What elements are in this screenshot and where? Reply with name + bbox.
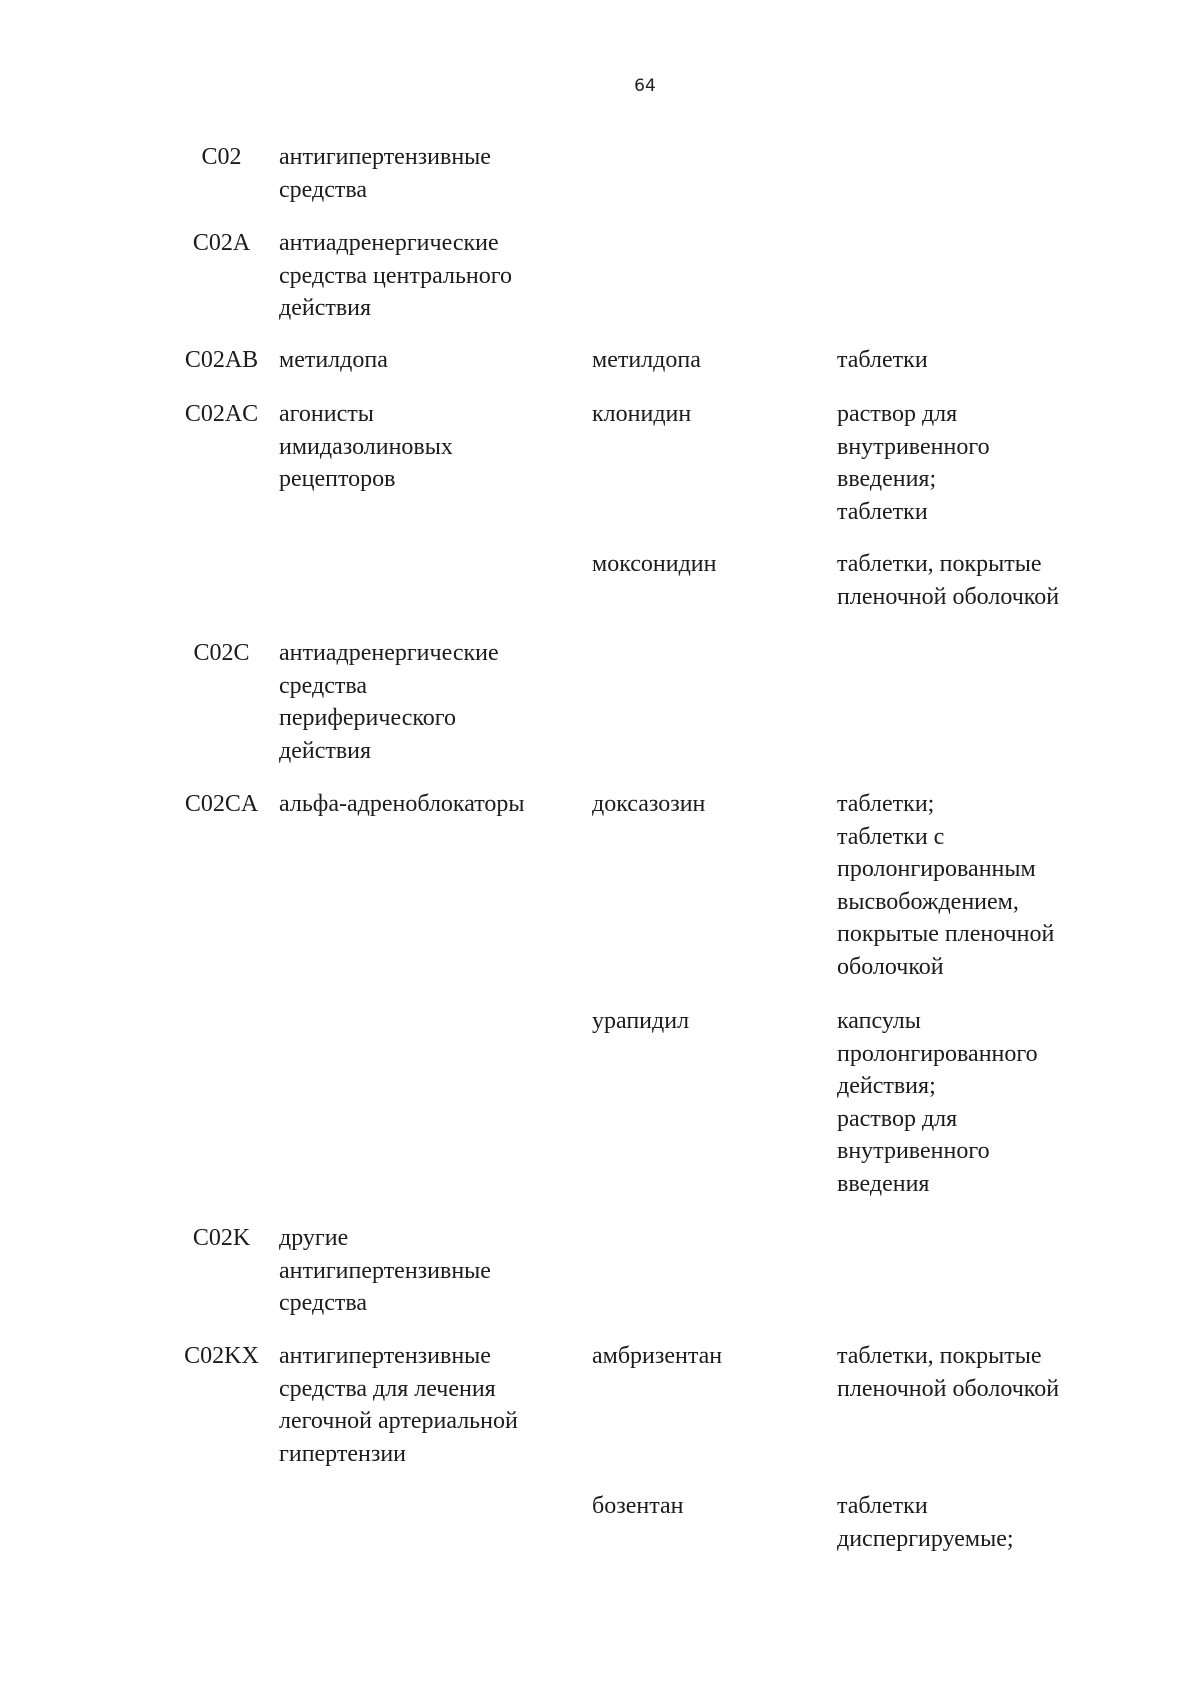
group-line: антигипертензивные	[279, 1343, 491, 1369]
pharmacological-group	[279, 1340, 579, 1470]
group-line: рецепторов	[279, 466, 396, 492]
drug-name: клонидин	[592, 401, 692, 427]
form-line: действия;	[837, 1073, 936, 1099]
dosage-form	[837, 344, 1177, 377]
form-line: таблетки	[837, 1493, 928, 1519]
form-line: введения;	[837, 466, 937, 492]
group-line: легочной артериальной	[279, 1408, 518, 1434]
group-line: средства	[279, 672, 368, 699]
atc-code: C02A	[192, 230, 251, 256]
group-line: действия	[279, 295, 372, 321]
group-line: альфа-адреноблокаторы	[279, 791, 525, 817]
atc-code: C02K	[192, 1225, 251, 1251]
atc-code: C02CA	[184, 791, 259, 817]
dosage-form	[837, 788, 1177, 983]
drug-name: амбризентан	[592, 1343, 723, 1369]
pharmacological-group	[279, 141, 579, 206]
form-line: пленочной оболочкой	[837, 1375, 1060, 1402]
form-line: таблетки, покрытые	[837, 551, 1042, 577]
group-line: имидазолиновых	[279, 433, 453, 460]
form-line: покрытые пленочной	[837, 921, 1055, 947]
pharmacological-group	[279, 398, 579, 496]
drug-name: метилдопа	[592, 347, 701, 373]
form-line: таблетки	[837, 347, 928, 373]
group-line: средства	[279, 176, 368, 203]
form-line: таблетки, покрытые	[837, 1343, 1042, 1369]
form-line: оболочкой	[837, 953, 944, 980]
form-line: диспергируемые;	[837, 1525, 1014, 1552]
form-line: таблетки;	[837, 791, 935, 817]
drug-name: бозентан	[592, 1493, 684, 1519]
form-line: внутривенного	[837, 1138, 990, 1164]
pharmacological-group	[279, 227, 579, 325]
pharmacological-group	[279, 788, 579, 821]
atc-code: C02AC	[184, 401, 259, 427]
form-line: раствор для	[837, 1105, 958, 1132]
form-line: таблетки с	[837, 823, 945, 850]
pharmacological-group	[279, 344, 579, 377]
form-line: таблетки	[837, 498, 928, 525]
form-line: внутривенного	[837, 433, 990, 460]
group-line: антиадренергические	[279, 640, 499, 666]
pharmacological-group	[279, 637, 579, 767]
form-line: пролонгированным	[837, 856, 1036, 882]
form-line: введения	[837, 1170, 930, 1197]
dosage-form	[837, 398, 1177, 528]
group-line: средства	[279, 1290, 368, 1316]
group-line: другие	[279, 1225, 349, 1251]
group-line: антигипертензивные	[279, 144, 491, 170]
pharmacological-group	[279, 1222, 579, 1320]
dosage-form	[837, 548, 1177, 613]
dosage-form	[837, 1005, 1177, 1200]
group-line: средства центрального	[279, 262, 513, 289]
drug-name: урапидил	[592, 1008, 690, 1034]
page-number: 64	[634, 76, 656, 96]
group-line: действия	[279, 737, 372, 764]
form-line: высвобождением,	[837, 888, 1019, 915]
form-line: пролонгированного	[837, 1040, 1038, 1067]
form-line: пленочной оболочкой	[837, 583, 1060, 610]
group-line: средства для лечения	[279, 1375, 496, 1402]
atc-code: C02KX	[184, 1343, 259, 1369]
form-line: раствор для	[837, 401, 958, 427]
group-line: метилдопа	[279, 347, 388, 373]
atc-code: C02AB	[184, 347, 259, 373]
form-line: капсулы	[837, 1008, 921, 1034]
group-line: антигипертензивные	[279, 1257, 491, 1284]
group-line: периферического	[279, 705, 457, 731]
group-line: гипертензии	[279, 1440, 407, 1467]
atc-code: C02	[201, 144, 242, 170]
drug-name: моксонидин	[592, 551, 717, 577]
dosage-form	[837, 1490, 1177, 1555]
group-line: агонисты	[279, 401, 374, 427]
group-line: антиадренергические	[279, 230, 499, 256]
drug-name: доксазозин	[592, 791, 706, 817]
dosage-form	[837, 1340, 1177, 1405]
atc-code: C02C	[193, 640, 250, 666]
